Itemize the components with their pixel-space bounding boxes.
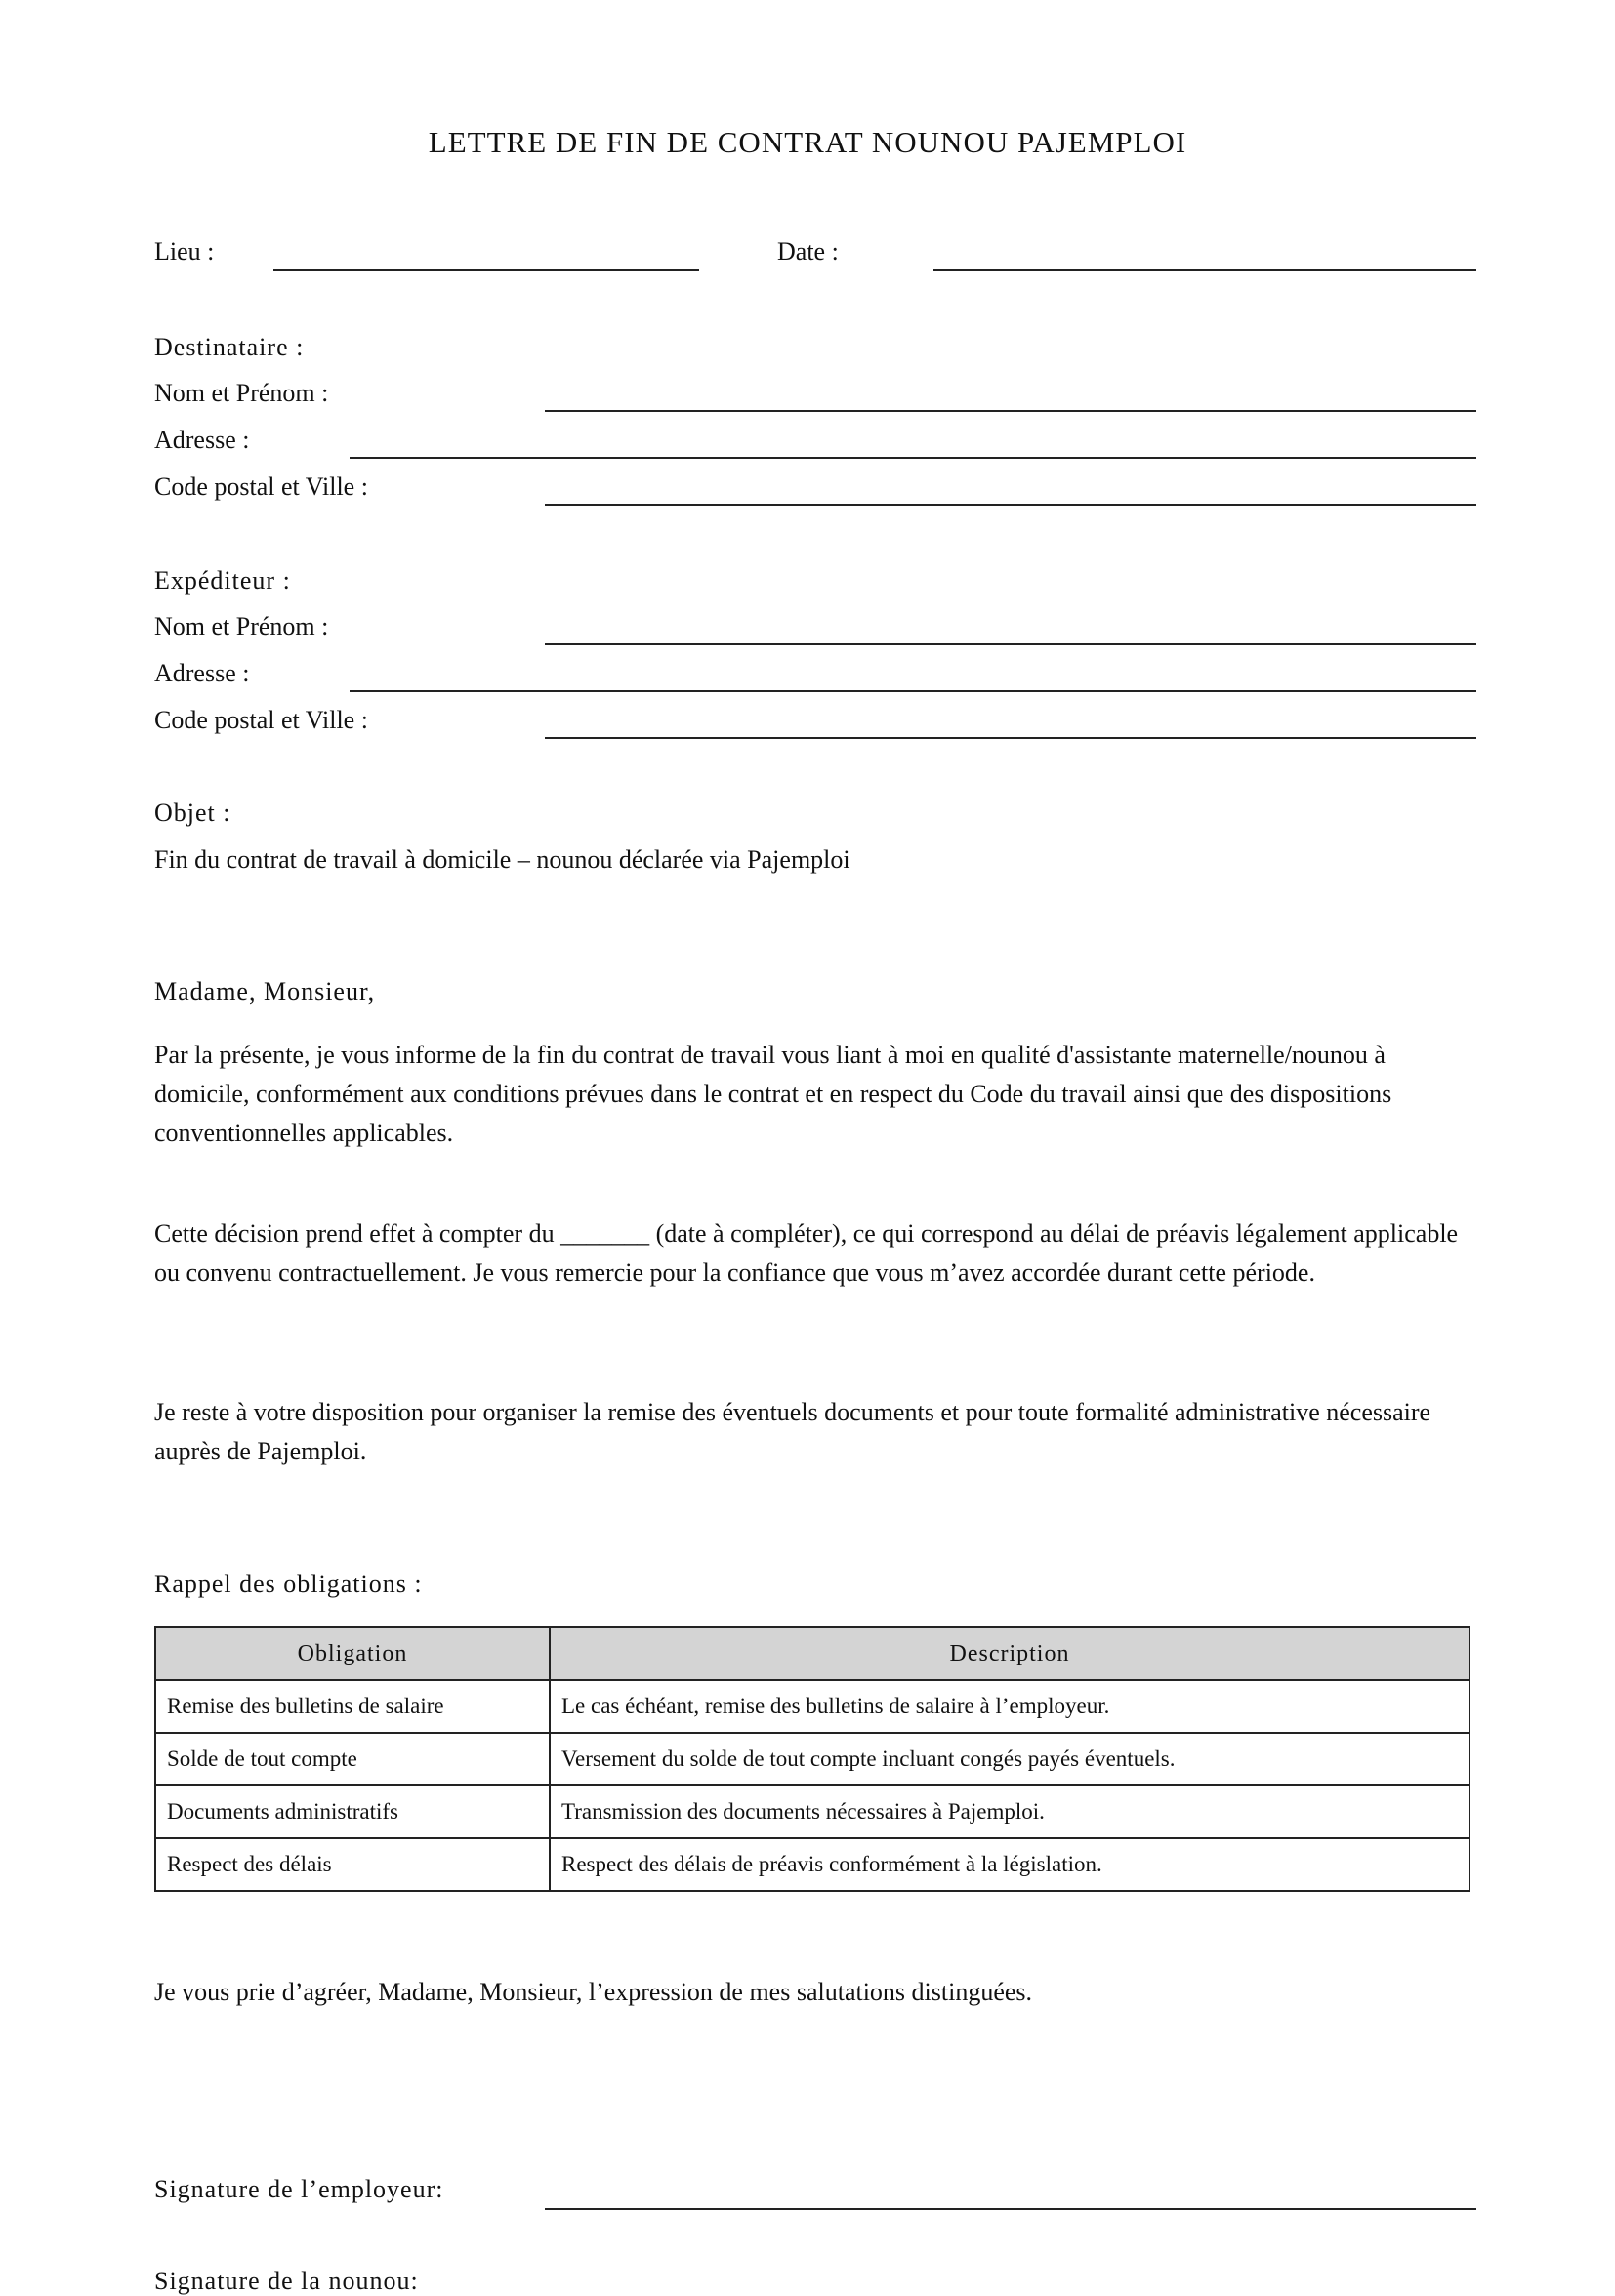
obligation-cell: Documents administratifs — [155, 1785, 550, 1838]
employer-signature-field[interactable] — [545, 2208, 1476, 2210]
destinataire-name-field[interactable] — [545, 410, 1476, 412]
objet-text: Fin du contrat de travail à domicile – nounou déclarée via Pajemploi — [154, 845, 850, 874]
obligations-table — [154, 1626, 1470, 1892]
expediteur-name-field[interactable] — [545, 643, 1476, 645]
obligations-heading: Rappel des obligations : — [154, 1570, 423, 1598]
nanny-signature-label: Signature de la nounou: — [154, 2267, 419, 2295]
lieu-field[interactable] — [273, 269, 699, 271]
expediteur-address-field[interactable] — [350, 690, 1476, 692]
salutation: Madame, Monsieur, — [154, 977, 376, 1005]
objet-heading: Objet : — [154, 799, 231, 827]
description-cell: Transmission des documents nécessaires à Pajemploi. — [550, 1785, 1470, 1838]
destinataire-city-label: Code postal et Ville : — [154, 472, 368, 501]
table-row — [155, 1838, 1470, 1891]
expediteur-heading: Expéditeur : — [154, 566, 291, 594]
lieu-label: Lieu : — [154, 237, 215, 266]
destinataire-address-field[interactable] — [350, 457, 1476, 459]
table-row — [155, 1733, 1470, 1785]
closing-text: Je vous prie d’agréer, Madame, Monsieur, l’expression de mes salutations distinguées. — [154, 1978, 1033, 2006]
destinataire-address-label: Adresse : — [154, 426, 250, 454]
destinataire-name-label: Nom et Prénom : — [154, 379, 329, 407]
obligation-cell: Solde de tout compte — [155, 1733, 550, 1785]
table-row — [155, 1680, 1470, 1733]
obligation-cell: Respect des délais — [155, 1838, 550, 1891]
obligation-cell: Remise des bulletins de salaire — [155, 1680, 550, 1733]
date-label: Date : — [777, 237, 839, 266]
description-cell: Respect des délais de préavis conformément à la législation. — [550, 1838, 1470, 1891]
destinataire-city-field[interactable] — [545, 504, 1476, 506]
destinataire-heading: Destinataire : — [154, 333, 305, 361]
paragraph-3: Je reste à votre disposition pour organiser la remise des éventuels documents et pour toute formalité administrative nécessaire auprès de Pajemploi. — [154, 1398, 1431, 1465]
date-field[interactable] — [933, 269, 1476, 271]
description-cell: Le cas échéant, remise des bulletins de salaire à l’employeur. — [550, 1680, 1470, 1733]
description-cell: Versement du solde de tout compte incluant congés payés éventuels. — [550, 1733, 1470, 1785]
expediteur-city-field[interactable] — [545, 737, 1476, 739]
document-title: LETTRE DE FIN DE CONTRAT NOUNOU PAJEMPLOI — [428, 125, 1187, 159]
table-header-row — [155, 1627, 1470, 1680]
column-header-description: Description — [550, 1627, 1470, 1680]
paragraph-1: Par la présente, je vous informe de la fin du contrat de travail vous liant à moi en qualité d'assistante maternelle/nounou à domicile, conformément aux conditions prévues dans le contrat et en respect du Code du travail ainsi que des dispositions conventionnelles applicables. — [154, 1041, 1392, 1147]
expediteur-address-label: Adresse : — [154, 659, 250, 687]
employer-signature-label: Signature de l’employeur: — [154, 2175, 444, 2203]
paragraph-2: Cette décision prend effet à compter du _______ (date à compléter), ce qui correspond au délai de préavis légalement applicable ou convenu contractuellement. Je vous remercie pour la confiance que vous m’avez accordée durant cette période. — [154, 1219, 1459, 1287]
column-header-obligation: Obligation — [155, 1627, 550, 1680]
expediteur-city-label: Code postal et Ville : — [154, 706, 368, 734]
table-row — [155, 1785, 1470, 1838]
expediteur-name-label: Nom et Prénom : — [154, 612, 329, 640]
